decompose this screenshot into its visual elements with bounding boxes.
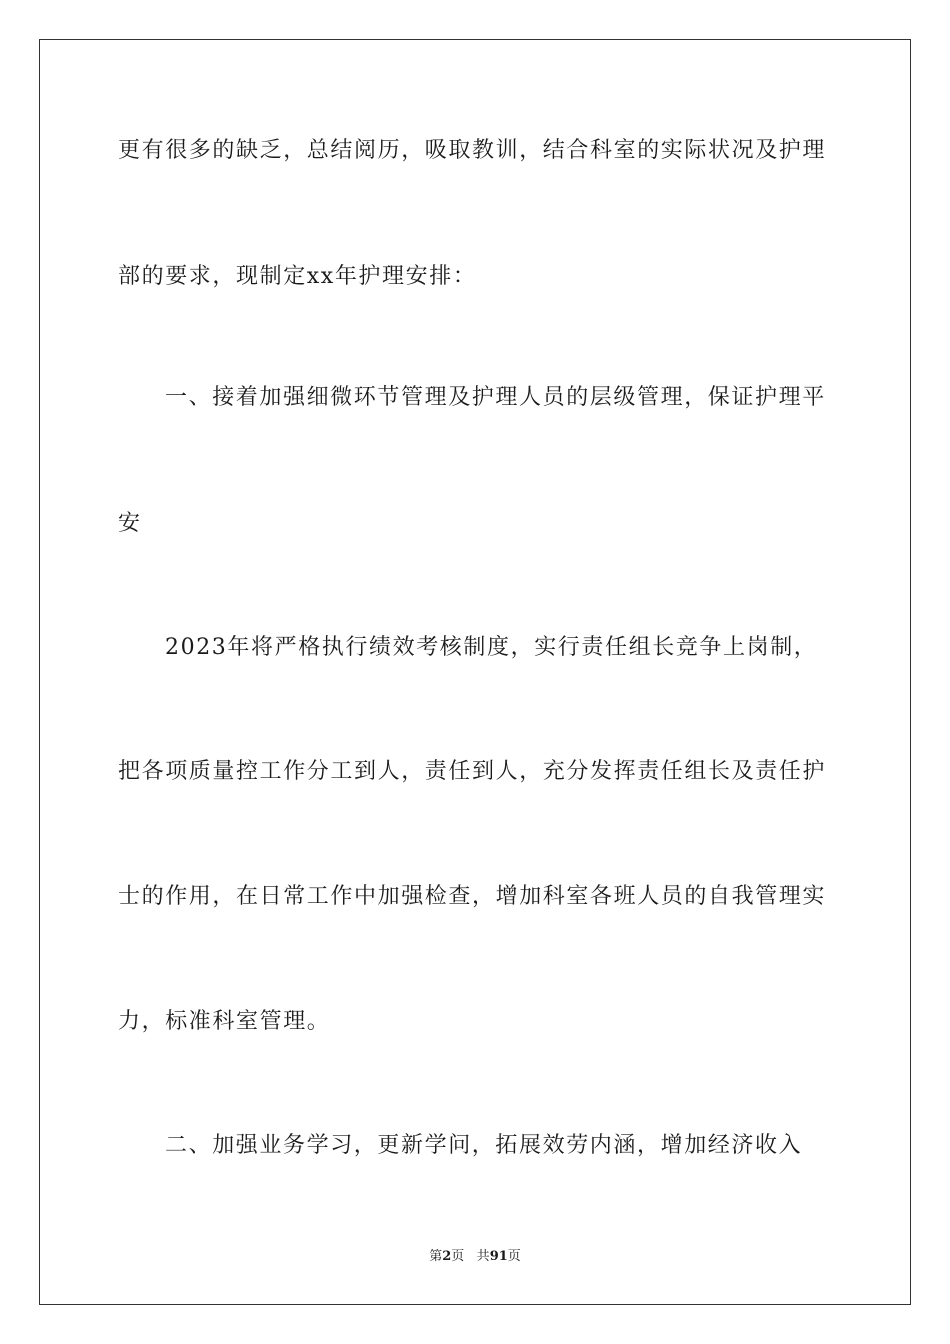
page-frame [39,39,911,1305]
page-number: 2 [442,1249,452,1264]
page-prefix: 第 [429,1249,443,1264]
total-prefix: 共 [476,1249,490,1264]
section-heading-2: 二、加强业务学习，更新学问，拓展效劳内涵，增加经济收入 [165,1133,803,1158]
body-line-6: 把各项质量控工作分工到人，责任到人，充分发挥责任组长及责任护 [118,759,827,784]
total-pages: 91 [489,1249,508,1264]
body-line-1: 更有很多的缺乏，总结阅历，吸取教训，结合科室的实际状况及护理 [118,138,827,163]
body-line-7: 士的作用，在日常工作中加强检查，增加科室各班人员的自我管理实 [118,884,827,909]
page-footer [0,1248,950,1266]
total-suffix: 页 [507,1249,521,1264]
body-line-5: 2023年将严格执行绩效考核制度，实行责任组长竞争上岗制， [165,635,818,660]
body-line-8: 力，标准科室管理。 [118,1009,331,1034]
section-heading-1: 一、接着加强细微环节管理及护理人员的层级管理，保证护理平 [165,385,826,410]
body-line-2: 部的要求，现制定xx年护理安排： [118,264,477,289]
section-heading-1-continued: 安 [118,511,142,536]
page-suffix: 页 [451,1249,465,1264]
